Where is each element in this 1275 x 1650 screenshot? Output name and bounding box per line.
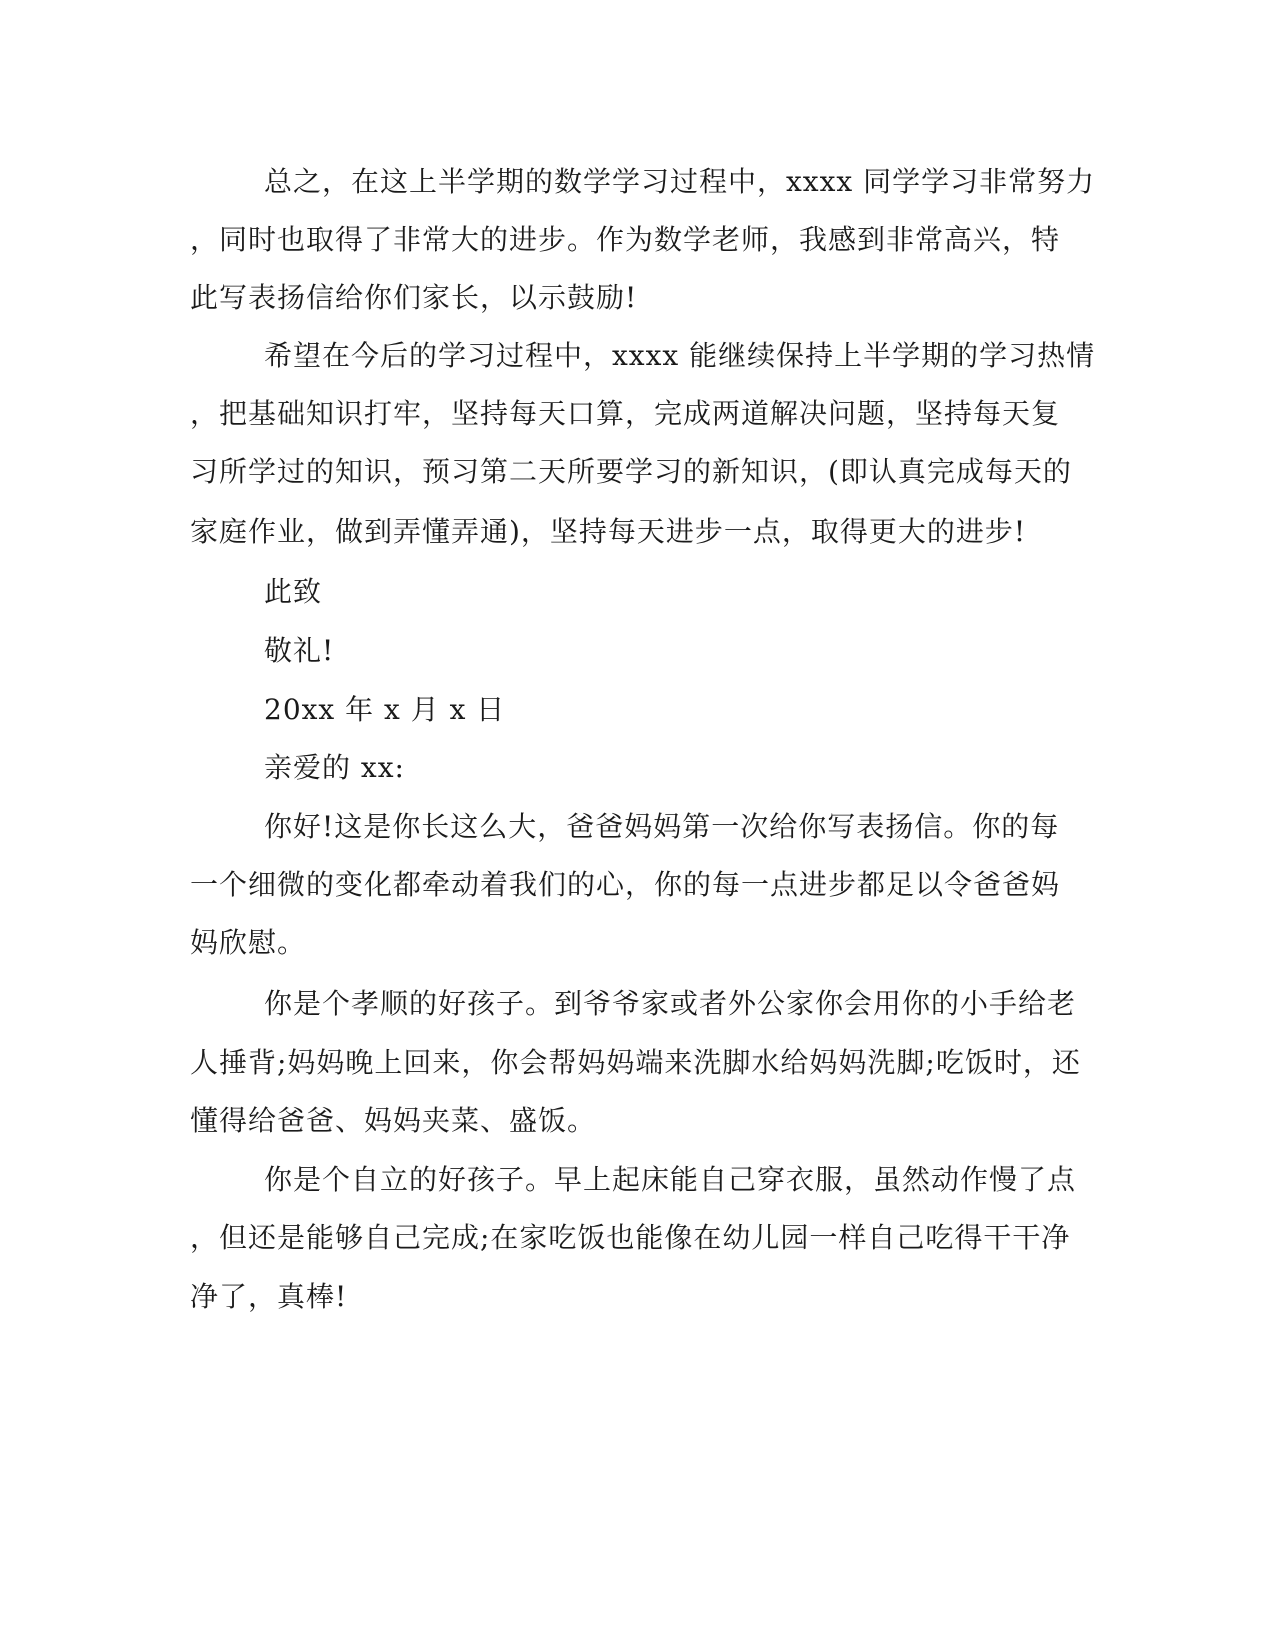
paragraph-5-line-3: 净了，真棒! (190, 1280, 348, 1313)
paragraph-1-line-1: 总之，在这上半学期的数学学习过程中，xxxx 同学学习非常努力 (264, 165, 1096, 198)
paragraph-1-line-2: ，同时也取得了非常大的进步。作为数学老师，我感到非常高兴，特 (190, 223, 1061, 256)
paragraph-4-line-3: 懂得给爸爸、妈妈夹菜、盛饭。 (190, 1104, 597, 1137)
paragraph-5-line-1: 你是个自立的好孩子。早上起床能自己穿衣服，虽然动作慢了点 (264, 1163, 1077, 1196)
paragraph-3-line-3: 妈欣慰。 (190, 926, 307, 959)
paragraph-4-line-2: 人捶背;妈妈晚上回来，你会帮妈妈端来洗脚水给妈妈洗脚;吃饭时，还 (190, 1046, 1081, 1079)
paragraph-4-line-1: 你是个孝顺的好孩子。到爷爷家或者外公家你会用你的小手给老 (264, 987, 1077, 1020)
paragraph-2-line-4: 家庭作业，做到弄懂弄通)，坚持每天进步一点，取得更大的进步! (190, 515, 1027, 548)
paragraph-3-line-2: 一个细微的变化都牵动着我们的心，你的每一点进步都足以令爸爸妈 (190, 868, 1061, 901)
paragraph-2-line-2: ，把基础知识打牢，坚持每天口算，完成两道解决问题，坚持每天复 (190, 397, 1061, 430)
greeting-line: 亲爱的 xx: (264, 751, 405, 784)
closing-line: 此致 (264, 575, 323, 608)
date-line: 20xx 年 x 月 x 日 (264, 693, 506, 726)
salute-line: 敬礼! (264, 634, 335, 667)
paragraph-1-line-3: 此写表扬信给你们家长，以示鼓励! (190, 281, 638, 314)
paragraph-2-line-3: 习所学过的知识，预习第二天所要学习的新知识，(即认真完成每天的 (190, 455, 1072, 488)
paragraph-2-line-1: 希望在今后的学习过程中，xxxx 能继续保持上半学期的学习热情 (264, 339, 1096, 372)
paragraph-5-line-2: ，但还是能够自己完成;在家吃饭也能像在幼儿园一样自己吃得干干净 (190, 1221, 1071, 1254)
paragraph-3-line-1: 你好!这是你长这么大，爸爸妈妈第一次给你写表扬信。你的每 (264, 810, 1060, 843)
